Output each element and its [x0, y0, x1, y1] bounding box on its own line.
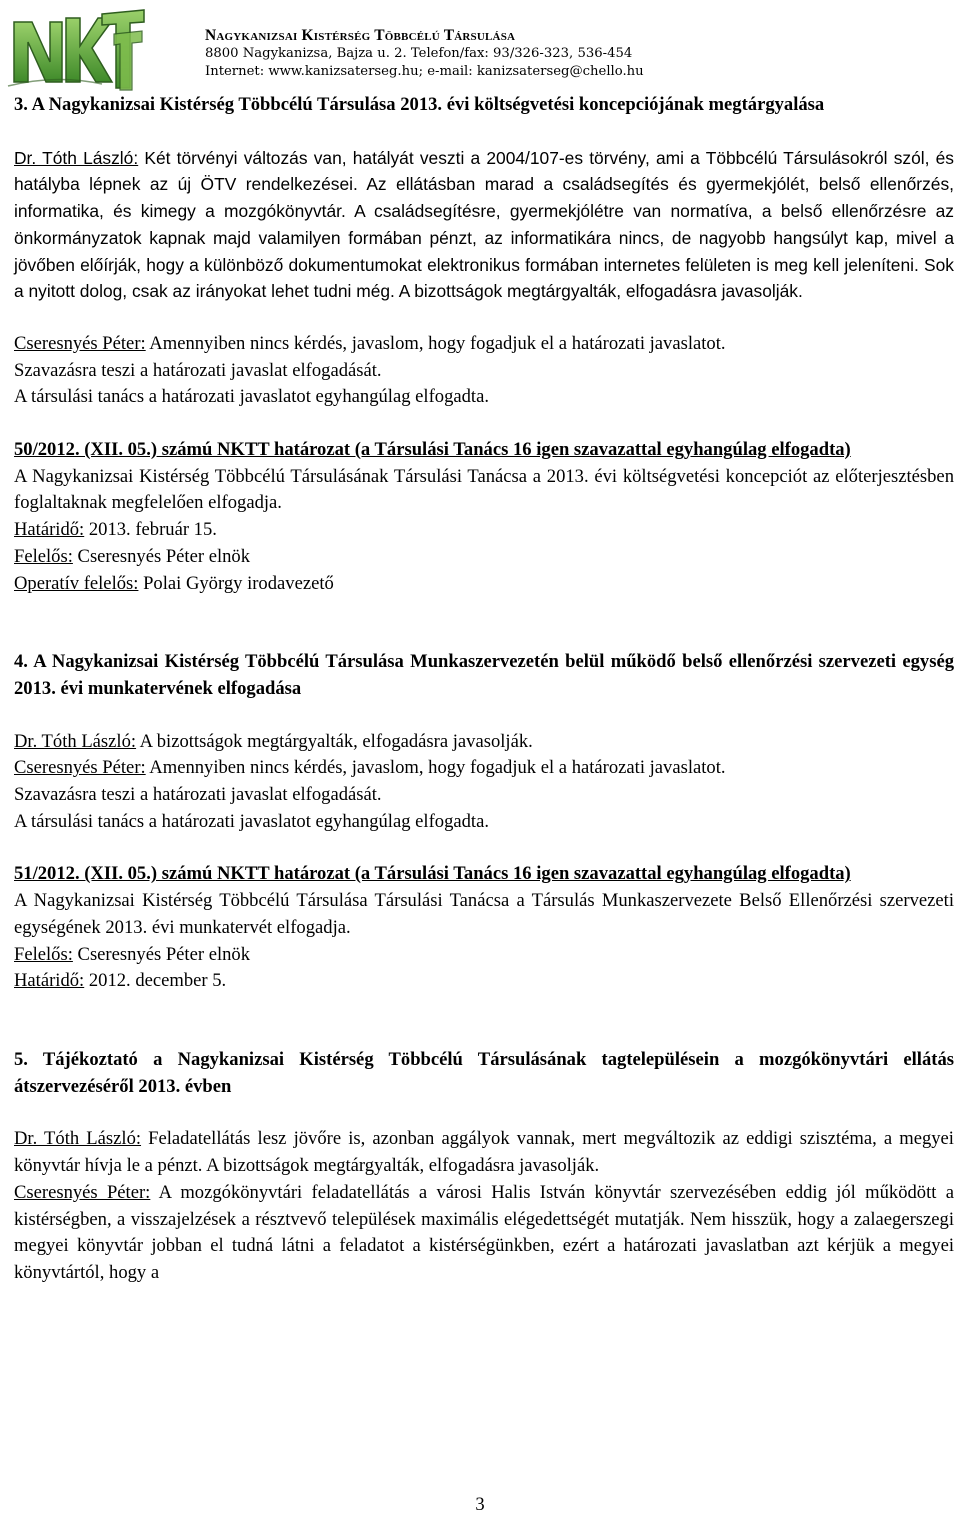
vote-result: A társulási tanács a határozati javaslatot egyhangúlag elfogadta. [14, 386, 489, 408]
resolution-50-deadline: Határidő: 2013. február 15. [14, 519, 217, 541]
document-body [14, 92, 954, 1287]
resolution-50-op-responsible: Operatív felelős: Polai György irodavezető [14, 572, 334, 594]
section-4-paragraph-2 [14, 755, 954, 782]
resolution-51-responsible: Felelős: Cseresnyés Péter elnök [14, 943, 251, 965]
section-3-paragraph-2 [14, 331, 954, 358]
section-5-paragraph-2 [14, 1180, 954, 1287]
resolution-50-title: 50/2012. (XII. 05.) számú NKTT határozat (a Társulási Tanács 16 igen szavazattal egyhangúlag elfogadta) [14, 439, 851, 461]
speaker-name: Cseresnyés Péter: [14, 1181, 151, 1203]
section-5-paragraph-1 [14, 1126, 954, 1179]
internet-line: Internet: www.kanizsaterseg.hu; e-mail: kanizsaterseg@chello.hu [205, 64, 644, 79]
nktt-logo-graphic [6, 4, 146, 92]
section-4-paragraph-1 [14, 729, 954, 756]
speaker-name: Cseresnyés Péter: [14, 332, 146, 354]
section-3-title: 3. A Nagykanizsai Kistérség Többcélú Társulása 2013. évi költségvetési koncepciójának megtárgyalása [14, 94, 825, 115]
org-name: Nagykanizsai Kistérség Többcélú Társulása [205, 27, 516, 44]
speaker-text: Amennyiben nincs kérdés, javaslom, hogy fogadjuk el a határozati javaslatot. [145, 757, 726, 779]
section-4-title: 4. A Nagykanizsai Kistérség Többcélú Társulása Munkaszervezetén belül működő belső ellenőrzési szervezeti egység 2013. évi munkatervének elfogadása [14, 651, 954, 699]
resolution-50-responsible: Felelős: Cseresnyés Péter elnök [14, 545, 251, 567]
resolution-51-deadline: Határidő: 2012. december 5. [14, 970, 227, 992]
nktt-logo [6, 4, 146, 92]
speaker-name: Dr. Tóth László: [14, 1128, 142, 1150]
speaker-name: Dr. Tóth László: [14, 730, 137, 752]
speaker-text: Amennyiben nincs kérdés, javaslom, hogy fogadjuk el a határozati javaslatot. [145, 332, 726, 354]
vote-call: Szavazásra teszi a határozati javaslat elfogadását. [14, 359, 382, 381]
vote-result: A társulási tanács a határozati javaslatot egyhangúlag elfogadta. [14, 810, 489, 832]
section-3-paragraph-1 [14, 145, 954, 305]
speaker-text: A mozgókönyvtári feladatellátás a városi Halis István könyvtár szervezésében eddig jól működött a kistérségben, a visszajelzések a résztvevő települések maximális elégedettségét mutatják. Nem hisszük, hogy a zalaegerszegi megyei könyvtár jobban el tudná látni a feladatot a kistérségünkben, ezért a határozati javaslatban azt kérjük a megyei könyvtártól, hogy a [14, 1181, 954, 1283]
speaker-text: Két törvényi változás van, hatályát veszti a 2004/107-es törvény, ami a Többcélú Társulásokról szól, és hatályba lépnek az új ÖTV rendelkezései. Az ellátásban marad a családsegítés és gyermekjólét, belső ellenőrzés, informatika, és kimegy a mozgókönyvtár. A családsegítésre, gyermekjólétre van normatíva, a belső ellenőrzésre az önkormányzatok kapnak majd valamilyen formában pénzt, az informatikára nincs, de nagyobb hangsúlyt kap, mivel a jövőben előírják, hogy a különböző dokumentumokat elektronikus formában internetes felületen is meg kell jeleníteni. Sok a nyitott dolog, csak az irányokat lehet tudni még. A bizottságok megtárgyalták, elfogadásra javasolják. [14, 147, 954, 302]
section-5-title: 5. Tájékoztató a Nagykanizsai Kistérség Többcélú Társulásának tagtelepülésein a mozgókönyvtári ellátás átszervezéséről 2013. évben [14, 1048, 954, 1097]
resolution-51-text: A Nagykanizsai Kistérség Többcélú Társulása Társulási Tanácsa a Társulás Munkaszervezete Belső Ellenőrzési szervezeti egységének 2013. évi munkatervét elfogadja. [14, 890, 954, 938]
resolution-50-text: A Nagykanizsai Kistérség Többcélú Társulásának Társulási Tanácsa a 2013. évi költségvetési koncepciót az előterjesztésben foglaltaknak megfelelően elfogadja. [14, 465, 954, 514]
resolution-51-title: 51/2012. (XII. 05.) számú NKTT határozat (a Társulási Tanács 16 igen szavazattal egyhangúlag elfogadta) [14, 863, 851, 885]
page-number: 3 [475, 1494, 485, 1515]
speaker-name: Dr. Tóth László: [14, 147, 139, 168]
speaker-text: Feladatellátás lesz jövőre is, azonban aggályok vannak, mert megváltozik az eddigi szisztéma, a megyei könyvtár hívja le a pénzt. A bizottságok megtárgyalták, elfogadásra javasolják. [14, 1128, 954, 1177]
address-line: 8800 Nagykanizsa, Bajza u. 2. Telefon/fax: 93/326-323, 536-454 [205, 46, 633, 61]
speaker-text: A bizottságok megtárgyalták, elfogadásra javasolják. [136, 730, 533, 752]
speaker-name: Cseresnyés Péter: [14, 757, 146, 779]
letterhead [205, 26, 805, 81]
vote-call: Szavazásra teszi a határozati javaslat elfogadását. [14, 784, 382, 806]
